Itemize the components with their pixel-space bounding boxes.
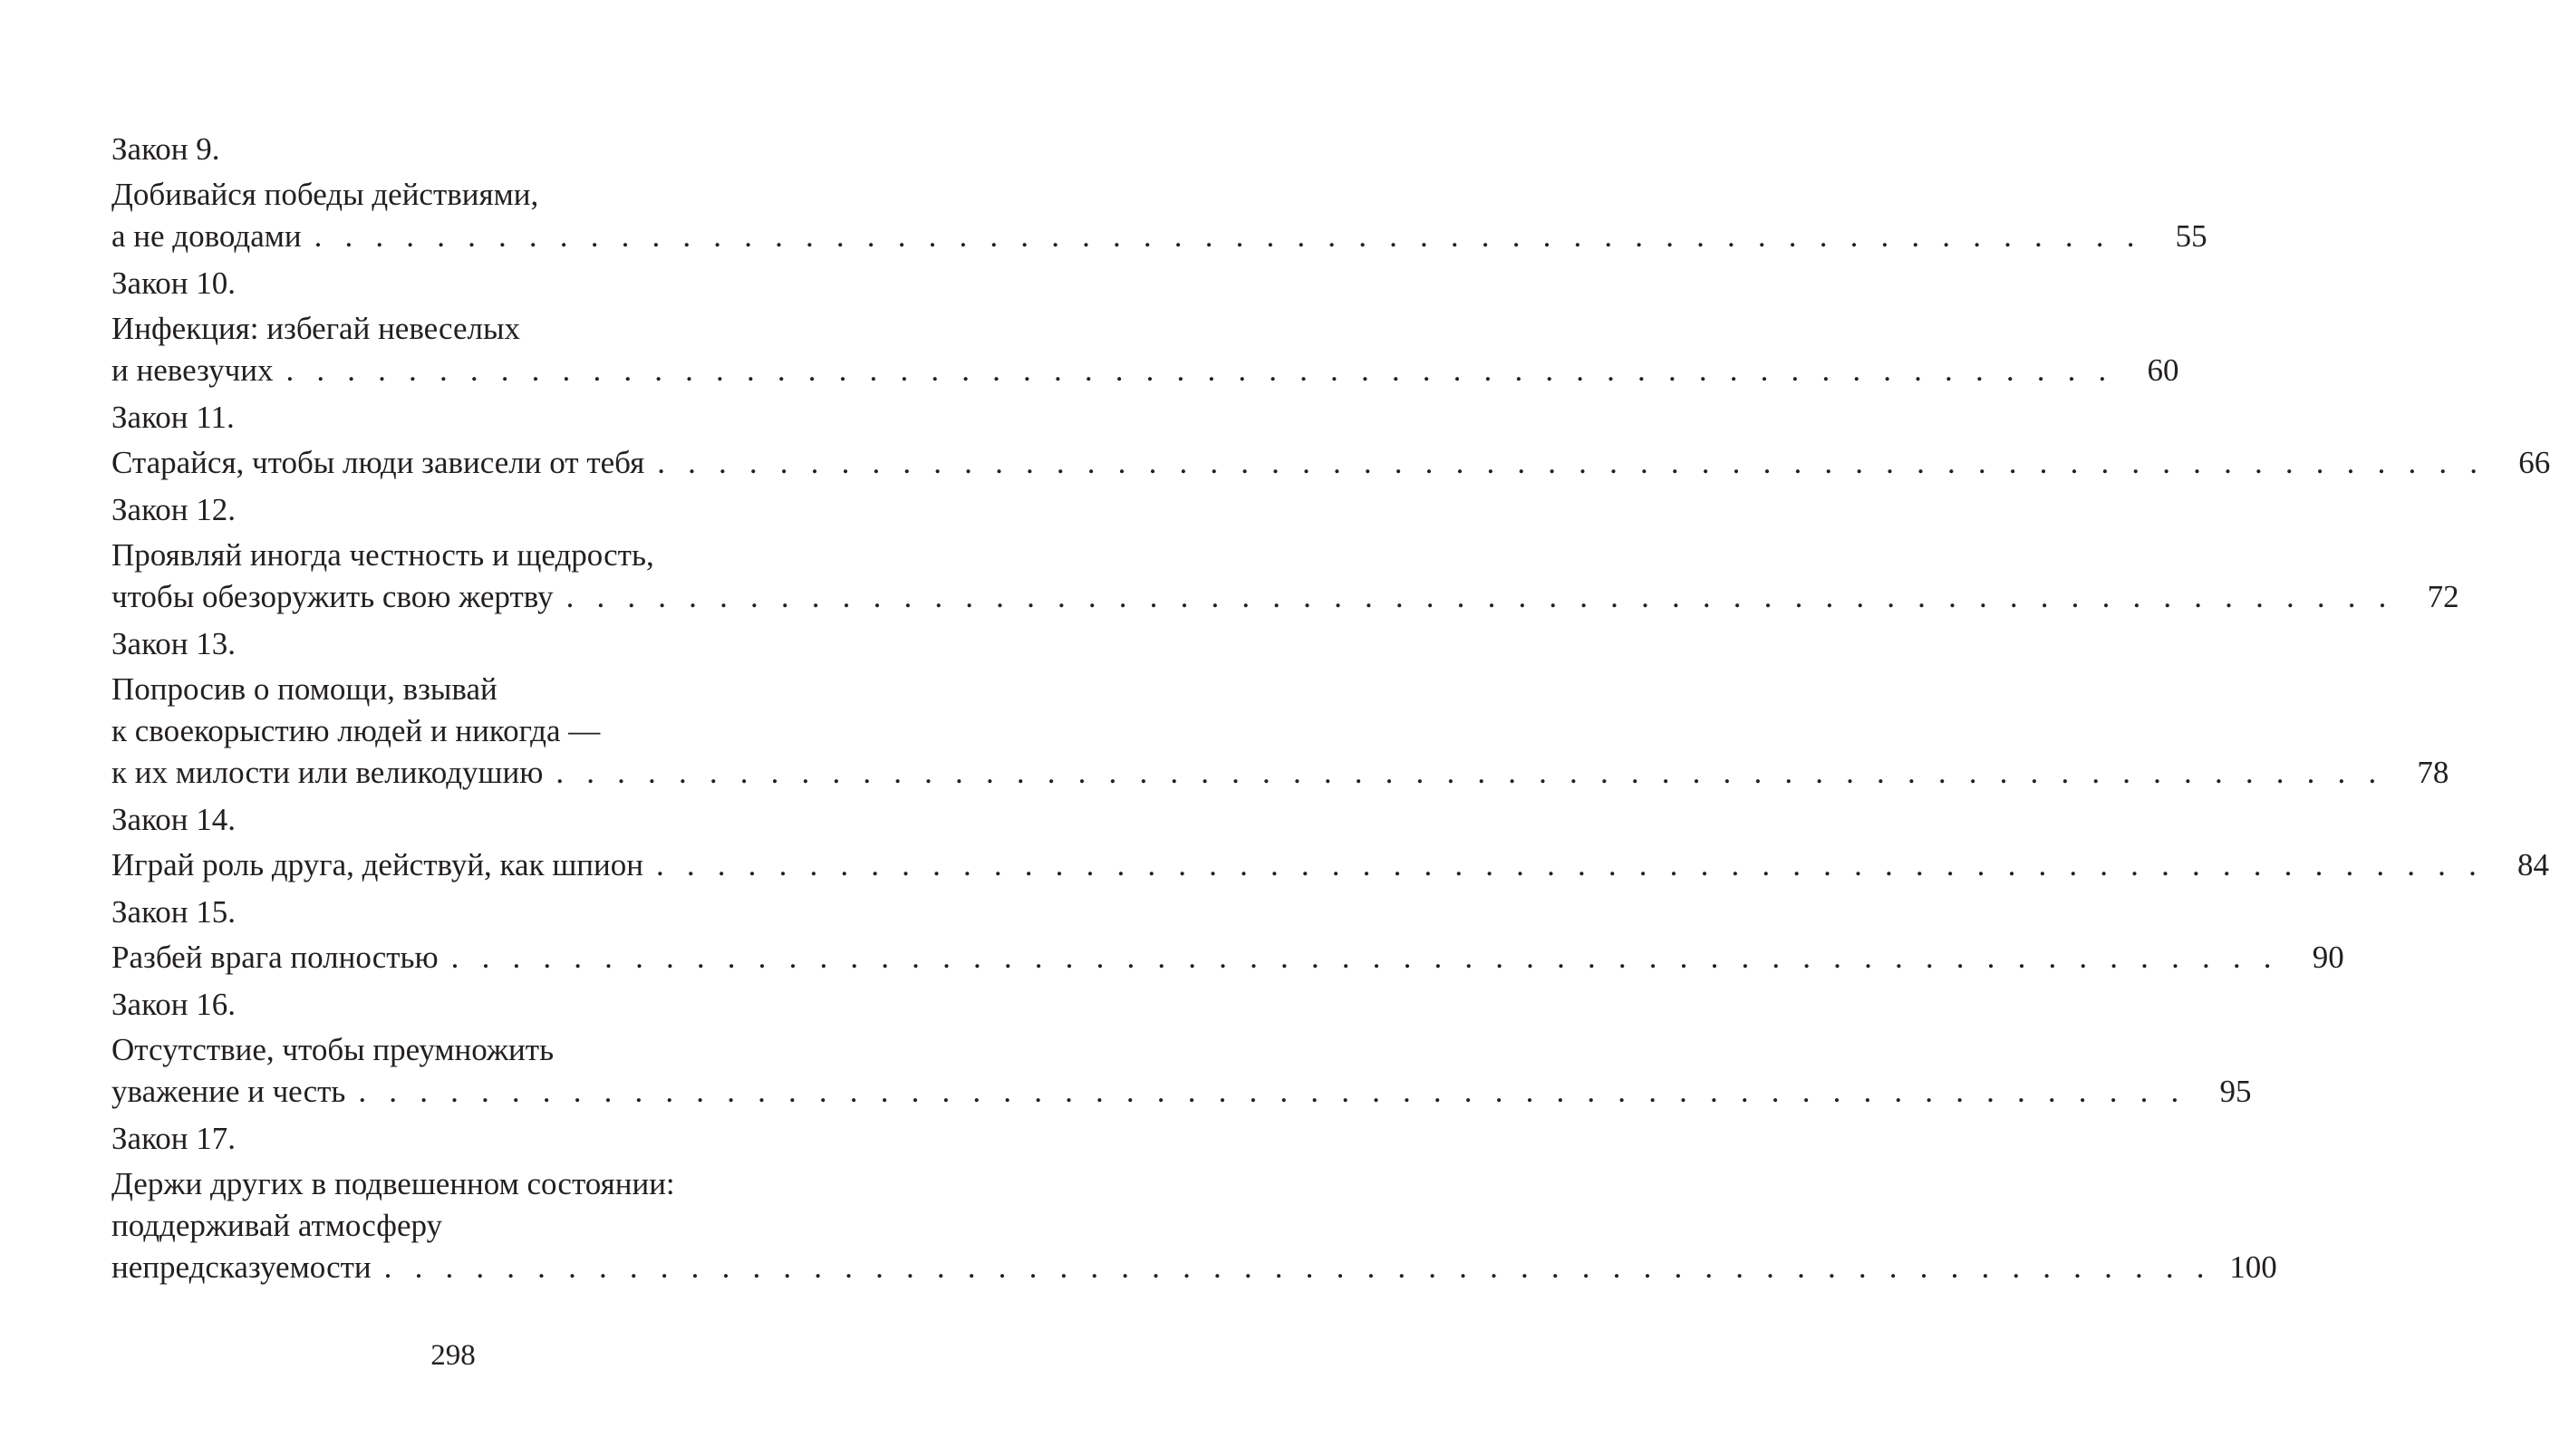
entry-title-line: Проявляй иногда честность и щедрость, xyxy=(111,537,654,573)
law-heading: Закон 11. xyxy=(111,400,235,435)
entry-page-number: 90 xyxy=(2312,940,2344,975)
dot-leader: . . . . . . . . . . . . . . . . . . . . . . . . . . . . . . . . . . . . . . . . . . . . . . . . . . . . . . . . . . . . xyxy=(657,445,2486,480)
law-heading: Закон 17. xyxy=(111,1121,237,1156)
entry-title-line: и невезучих xyxy=(111,352,274,388)
entry-last-line xyxy=(111,350,2179,395)
dot-leader: . . . . . . . . . . . . . . . . . . . . . . . . . . . . . . . . . . . . . . . . . . . . . . . . . . . . . . . . . . . . xyxy=(314,218,2142,254)
entry-last-line xyxy=(111,937,2344,982)
toc-entry xyxy=(111,892,2344,982)
entry-last-line xyxy=(111,1247,2277,1292)
law-heading: Закон 14. xyxy=(111,802,237,837)
entry-title-line: уважение и честь xyxy=(111,1074,346,1109)
toc-entry xyxy=(111,489,2459,622)
entry-title-line: непредсказуемости xyxy=(111,1249,372,1285)
entry-title-line: Отсутствие, чтобы преумножить xyxy=(111,1032,555,1067)
entry-last-line xyxy=(111,844,2550,890)
entry-last-line xyxy=(111,216,2207,261)
law-heading: Закон 9. xyxy=(111,131,220,167)
dot-leader: . . . . . . . . . . . . . . . . . . . . . . . . . . . . . . . . . . . . . . . . . . . . . . . . . . . . . . . . . . . . xyxy=(655,847,2485,882)
dot-leader: . . . . . . . . . . . . . . . . . . . . . . . . . . . . . . . . . . . . . . . . . . . . . . . . . . . . . . . . . . . . xyxy=(285,352,2114,388)
toc-entry xyxy=(111,799,2550,890)
dot-leader: . . . . . . . . . . . . . . . . . . . . . . . . . . . . . . . . . . . . . . . . . . . . . . . . . . . . . . . . . . . . xyxy=(450,940,2279,975)
law-heading: Закон 10. xyxy=(111,265,237,301)
toc-entry xyxy=(111,1118,2277,1292)
law-heading: Закон 13. xyxy=(111,626,237,661)
entry-last-line xyxy=(111,752,2449,797)
toc-entry xyxy=(111,263,2179,395)
entry-page-number: 55 xyxy=(2175,218,2207,254)
entry-page-number: 72 xyxy=(2427,579,2459,614)
toc-entry xyxy=(111,984,2252,1116)
page-number: 298 xyxy=(430,1339,476,1372)
entry-last-line xyxy=(111,442,2550,487)
entry-last-line xyxy=(111,1071,2252,1116)
entry-page-number: 84 xyxy=(2517,847,2550,882)
entry-page-number: 66 xyxy=(2518,445,2550,480)
entry-title-line: Попросив о помощи, взывай xyxy=(111,671,497,707)
entry-title-line: Играй роль друга, действуй, как шпион xyxy=(111,847,643,882)
entry-title-line: Инфекция: избегай невеселых xyxy=(111,311,521,346)
entry-page-number: 100 xyxy=(2229,1249,2277,1285)
dot-leader: . . . . . . . . . . . . . . . . . . . . . . . . . . . . . . . . . . . . . . . . . . . . . . . . . . . . . . . . . . . . xyxy=(565,579,2394,614)
dot-leader: . . . . . . . . . . . . . . . . . . . . . . . . . . . . . . . . . . . . . . . . . . . . . . . . . . . . . . . . . . . . xyxy=(358,1074,2187,1109)
dot-leader: . . . . . . . . . . . . . . . . . . . . . . . . . . . . . . . . . . . . . . . . . . . . . . . . . . . . . . . . . . . . xyxy=(383,1249,2212,1285)
entry-title-line: Добивайся победы действиями, xyxy=(111,177,539,212)
entry-title-line: Старайся, чтобы люди зависели от тебя xyxy=(111,445,645,480)
entry-title-line: Держи других в подвешенном состоянии: xyxy=(111,1166,675,1201)
law-heading: Закон 12. xyxy=(111,492,237,527)
entry-title-line: а не доводами xyxy=(111,218,302,254)
entry-page-number: 60 xyxy=(2147,352,2179,388)
entry-title-line: поддерживай атмосферу xyxy=(111,1208,443,1243)
law-heading: Закон 16. xyxy=(111,987,237,1022)
law-heading: Закон 15. xyxy=(111,894,237,930)
entry-title-line: к их милости или великодушию xyxy=(111,755,544,790)
entry-page-number: 78 xyxy=(2417,755,2449,790)
dot-leader: . . . . . . . . . . . . . . . . . . . . . . . . . . . . . . . . . . . . . . . . . . . . . . . . . . . . . . . . . . . . xyxy=(555,755,2384,790)
entry-title-line: к своекорыстию людей и никогда — xyxy=(111,713,601,748)
entry-page-number: 95 xyxy=(2219,1074,2252,1109)
table-of-contents xyxy=(111,129,2550,1294)
toc-entry xyxy=(111,129,2207,261)
entry-last-line xyxy=(111,576,2459,622)
entry-title-line: чтобы обезоружить свою жертву xyxy=(111,579,554,614)
toc-entry xyxy=(111,397,2550,487)
entry-title-line: Разбей врага полностью xyxy=(111,940,439,975)
toc-entry xyxy=(111,623,2449,797)
